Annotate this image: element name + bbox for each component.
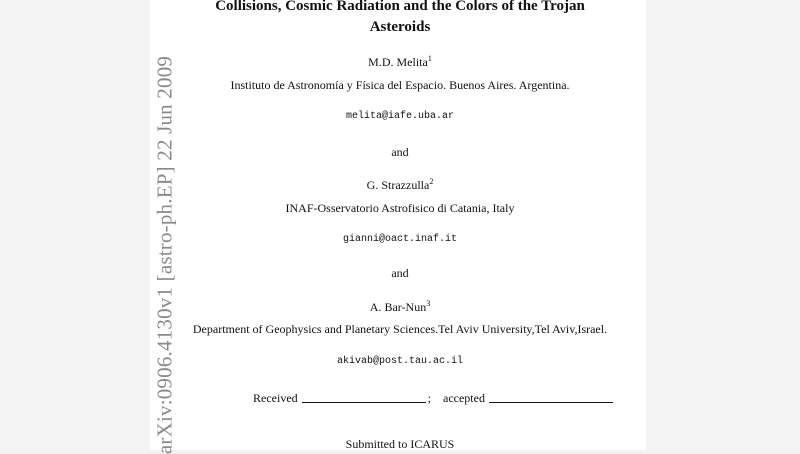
accepted-blank bbox=[489, 392, 613, 403]
received-blank bbox=[302, 392, 426, 403]
paper-title bbox=[0, 0, 800, 38]
author-name: M.D. Melita bbox=[368, 55, 428, 69]
author-1 bbox=[0, 54, 800, 70]
author-mark: 1 bbox=[427, 54, 432, 63]
separator: ; bbox=[427, 391, 431, 405]
title-line-2: Asteroids bbox=[369, 19, 431, 35]
email-3[interactable]: akivab@post.tau.ac.il bbox=[336, 356, 464, 367]
affiliation-1: Instituto de Astronomía y Física del Espacio. Buenos Aires. Argentina. bbox=[230, 78, 570, 92]
author-mark: 3 bbox=[426, 299, 431, 308]
email-2[interactable]: gianni@oact.inaf.it bbox=[342, 234, 458, 245]
accepted-label: accepted bbox=[443, 391, 485, 405]
author-name: A. Bar-Nun bbox=[369, 300, 427, 314]
received-accepted-line bbox=[253, 391, 613, 406]
author-2 bbox=[0, 177, 800, 193]
affiliation-2: INAF-Osservatorio Astrofisico di Catania, Italy bbox=[285, 201, 515, 215]
title-line-1: Collisions, Cosmic Radiation and the Colors of the Trojan bbox=[215, 0, 585, 14]
email-1[interactable]: melita@iafe.uba.ar bbox=[345, 111, 455, 122]
affiliation-3: Department of Geophysics and Planetary Sciences.Tel Aviv University,Tel Aviv,Israel. bbox=[192, 322, 608, 336]
submitted-note: Submitted to ICARUS bbox=[345, 437, 455, 451]
arxiv-stamp: arXiv:0906.4130v1 [astro-ph.EP] 22 Jun 2009 bbox=[152, 55, 177, 454]
and-separator-1: and bbox=[391, 145, 409, 159]
author-name: G. Strazzulla bbox=[366, 178, 430, 192]
received-label: Received bbox=[253, 391, 298, 405]
author-mark: 2 bbox=[429, 177, 434, 186]
and-separator-2: and bbox=[391, 266, 409, 280]
author-3 bbox=[0, 299, 800, 315]
